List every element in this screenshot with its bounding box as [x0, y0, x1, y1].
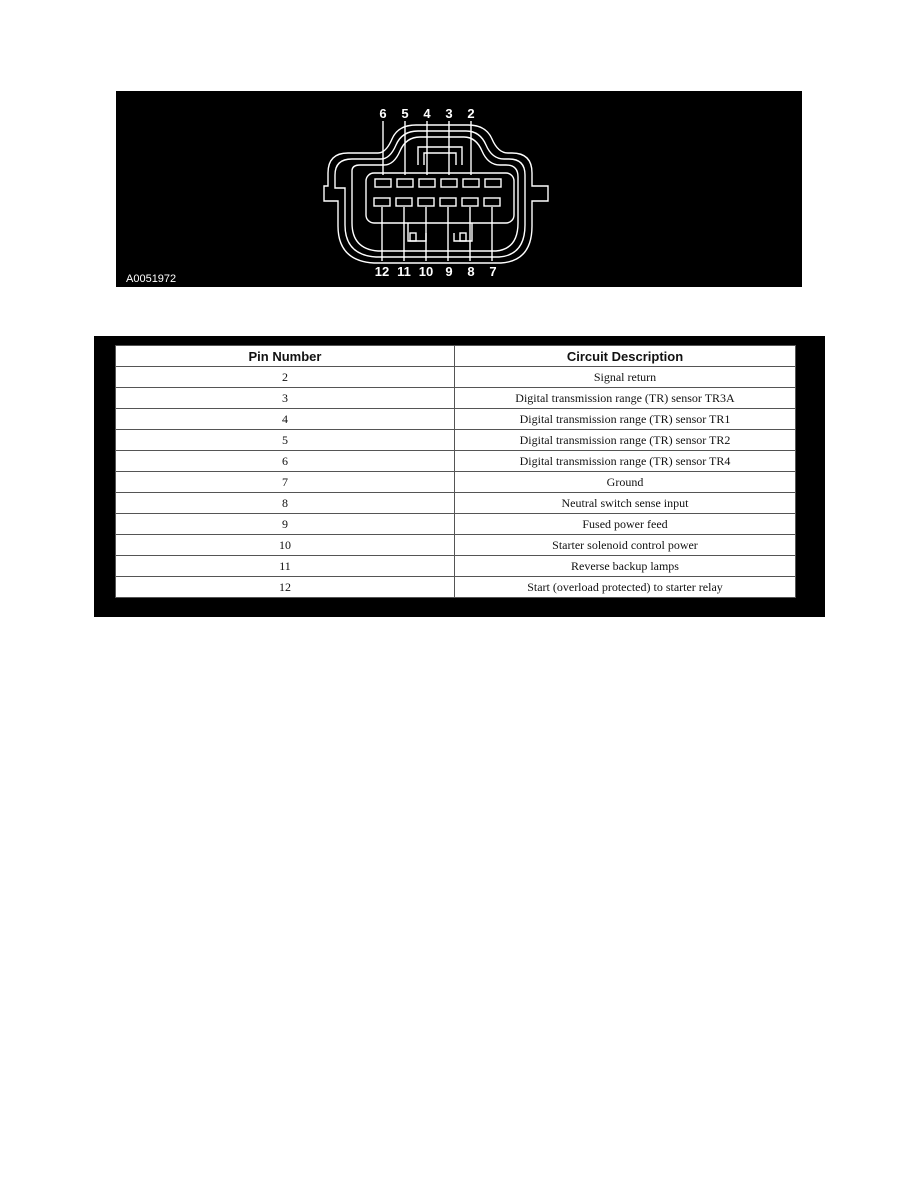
terminal-12	[374, 198, 390, 206]
pin-number-cell: 9	[116, 514, 455, 535]
circuit-description-cell: Digital transmission range (TR) sensor TR4	[455, 451, 796, 472]
figure-id: A0051972	[126, 273, 177, 285]
pin-label-top: 3	[445, 106, 453, 121]
pin-number-cell: 11	[116, 556, 455, 577]
pin-number-cell: 8	[116, 493, 455, 514]
table-row	[116, 577, 796, 598]
pin-label-top: 4	[423, 106, 431, 121]
pin-number-cell: 12	[116, 577, 455, 598]
circuit-description-cell: Digital transmission range (TR) sensor TR1	[455, 409, 796, 430]
circuit-description-cell: Start (overload protected) to starter relay	[455, 577, 796, 598]
terminal-2	[463, 179, 479, 187]
pin-number-cell: 4	[116, 409, 455, 430]
pin-table-panel	[94, 336, 825, 617]
table-header-row	[116, 346, 796, 367]
table-row	[116, 388, 796, 409]
terminal-spare	[485, 179, 501, 187]
connector-diagram	[116, 91, 802, 287]
table-row	[116, 514, 796, 535]
pin-label-bottom: 10	[418, 264, 434, 279]
table-row	[116, 409, 796, 430]
pin-label-top: 6	[379, 106, 387, 121]
table-row	[116, 367, 796, 388]
pin-number-cell: 6	[116, 451, 455, 472]
pin-number-cell: 5	[116, 430, 455, 451]
terminal-9	[440, 198, 456, 206]
connector-drawing	[116, 91, 802, 287]
pin-label-bottom: 12	[374, 264, 390, 279]
circuit-description-cell: Digital transmission range (TR) sensor TR3A	[455, 388, 796, 409]
table-row	[116, 493, 796, 514]
table-row	[116, 430, 796, 451]
column-header-circuit-description: Circuit Description	[455, 346, 796, 367]
terminal-11	[396, 198, 412, 206]
pin-label-top: 2	[467, 106, 475, 121]
housing-outline-2	[335, 131, 525, 257]
pin-label-bottom: 8	[467, 264, 475, 279]
circuit-description-cell: Reverse backup lamps	[455, 556, 796, 577]
terminal-3	[441, 179, 457, 187]
terminal-5	[397, 179, 413, 187]
terminal-6	[375, 179, 391, 187]
circuit-description-cell: Starter solenoid control power	[455, 535, 796, 556]
table-row	[116, 451, 796, 472]
pin-label-bottom: 9	[445, 264, 453, 279]
table-row	[116, 556, 796, 577]
column-header-pin-number: Pin Number	[116, 346, 455, 367]
terminal-4	[419, 179, 435, 187]
circuit-description-cell: Digital transmission range (TR) sensor TR2	[455, 430, 796, 451]
pin-number-cell: 2	[116, 367, 455, 388]
pin-table	[115, 345, 796, 598]
table-row	[116, 535, 796, 556]
circuit-description-cell: Neutral switch sense input	[455, 493, 796, 514]
pin-label-bottom: 11	[397, 264, 411, 279]
pin-label-top: 5	[401, 106, 409, 121]
circuit-description-cell: Ground	[455, 472, 796, 493]
housing-outline-3	[352, 137, 518, 251]
terminal-7	[484, 198, 500, 206]
terminal-10	[418, 198, 434, 206]
pin-number-cell: 10	[116, 535, 455, 556]
table-row	[116, 472, 796, 493]
pin-number-cell: 7	[116, 472, 455, 493]
circuit-description-cell: Signal return	[455, 367, 796, 388]
circuit-description-cell: Fused power feed	[455, 514, 796, 535]
pin-number-cell: 3	[116, 388, 455, 409]
terminal-8	[462, 198, 478, 206]
pin-label-bottom: 7	[489, 264, 497, 279]
